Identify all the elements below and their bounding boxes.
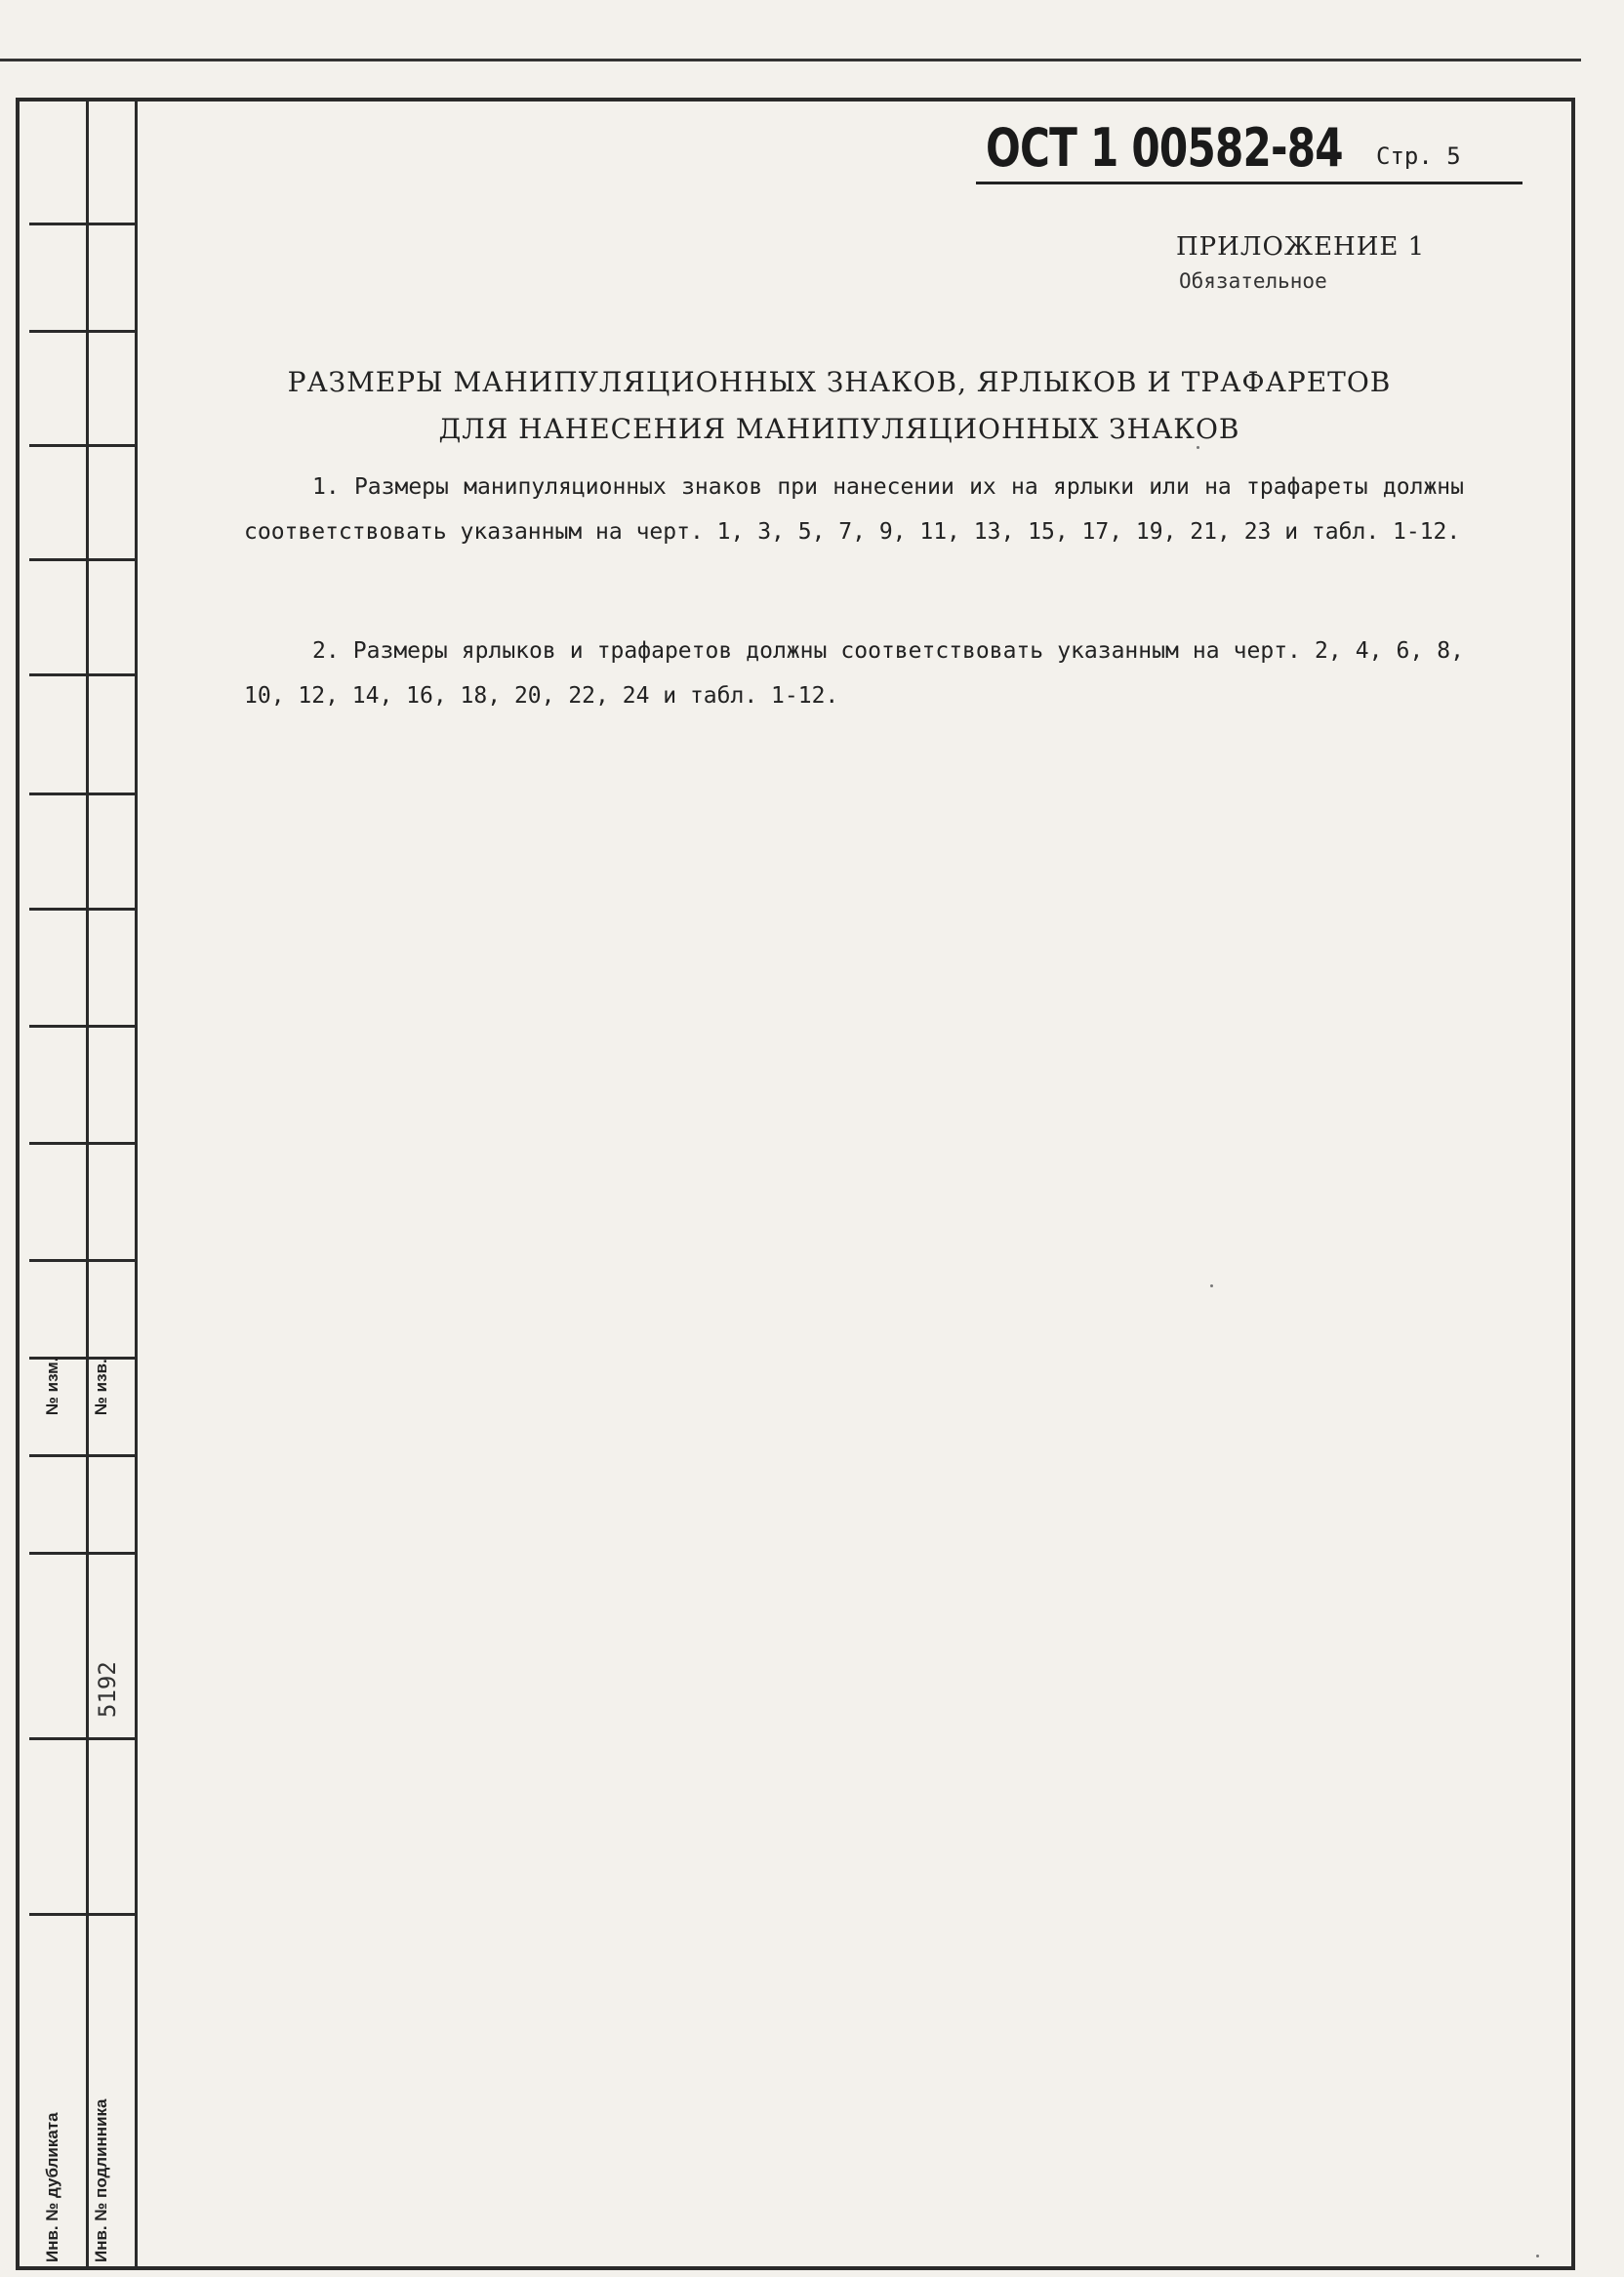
paragraph-1 xyxy=(244,465,1464,554)
appendix-type: Обязательное xyxy=(1179,269,1327,293)
stamp-row-line xyxy=(29,223,135,225)
original-inventory-number: 5192 xyxy=(94,1661,121,1718)
section-title-line-1: РАЗМЕРЫ МАНИПУЛЯЦИОННЫХ ЗНАКОВ, ЯРЛЫКОВ И ТРАФАРЕТОВ xyxy=(287,366,1392,398)
appendix-title: ПРИЛОЖЕНИЕ 1 xyxy=(1176,232,1426,262)
stamp-row-line xyxy=(29,793,135,795)
scan-speck xyxy=(1197,446,1199,449)
page-number: Стр. 5 xyxy=(1376,142,1461,170)
scan-speck xyxy=(1210,1284,1213,1287)
stamp-row-line xyxy=(29,444,135,447)
side-stamp-divider xyxy=(86,98,89,2270)
stamp-row-line xyxy=(29,1142,135,1145)
stamp-row-line xyxy=(29,1259,135,1262)
stamp-row-line xyxy=(29,558,135,561)
stamp-row-line xyxy=(29,1552,135,1555)
original-inventory-label: Инв. № подлинника xyxy=(92,2098,110,2262)
change-number-label: № изм. xyxy=(43,1357,61,1415)
document-code: ОСТ 1 00582-84 xyxy=(986,117,1343,179)
paragraph-2-text: 2. Размеры ярлыков и трафаретов должны соответствовать указанным на черт. 2, 4, 6, 8, 10, 12, 14, 16, 18, 20, 22, 24 и табл. 1-12. xyxy=(244,638,1464,709)
stamp-row-line xyxy=(29,330,135,333)
paragraph-2 xyxy=(244,629,1464,718)
header-underline xyxy=(976,182,1522,184)
stamp-row-line xyxy=(29,908,135,911)
section-title xyxy=(234,359,1444,453)
duplicate-inventory-label: Инв. № дубликата xyxy=(43,2112,61,2262)
notice-number-label: № изв. xyxy=(92,1359,110,1415)
scan-speck xyxy=(1536,2255,1539,2257)
stamp-row-line xyxy=(29,1454,135,1457)
stamp-row-line xyxy=(29,1025,135,1028)
inner-frame-left xyxy=(135,98,138,2270)
paragraph-1-text: 1. Размеры манипуляционных знаков при нанесении их на ярлыки или на трафареты должны соответствовать указанным на черт. 1, 3, 5, 7, 9, 11, 13, 15, 17, 19, 21, 23 и табл. 1-12. xyxy=(244,474,1464,545)
stamp-row-line xyxy=(29,1913,135,1916)
section-title-line-2: ДЛЯ НАНЕСЕНИЯ МАНИПУЛЯЦИОННЫХ ЗНАКОВ xyxy=(438,413,1240,445)
stamp-row-line xyxy=(29,673,135,676)
scan-edge-line xyxy=(0,59,1581,61)
stamp-row-line xyxy=(29,1737,135,1740)
